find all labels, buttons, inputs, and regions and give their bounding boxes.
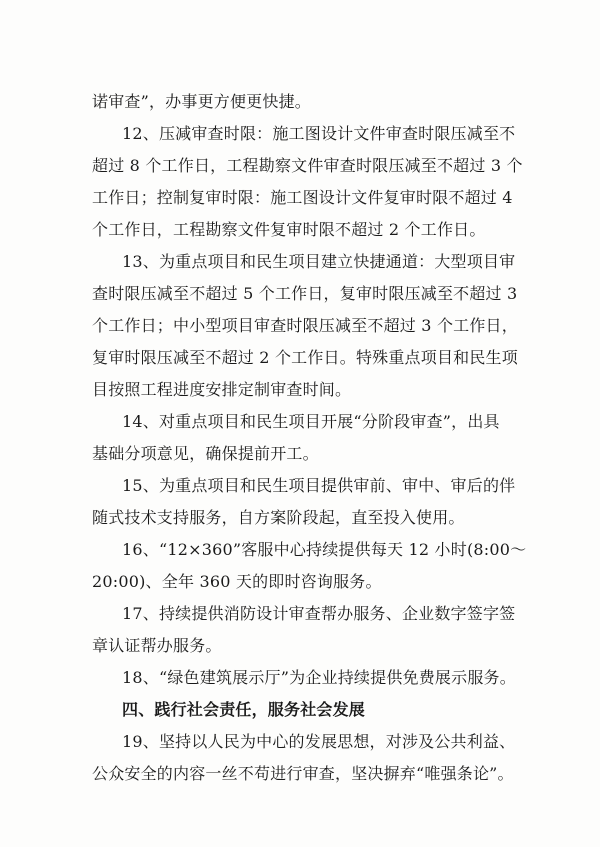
- text-line: 诺审查”，办事更方便更快捷。: [92, 92, 311, 111]
- text-line: 个工作日；中小型项目审查时限压减至不超过 3 个工作日，: [92, 316, 518, 335]
- section-heading: 四、践行社会责任，服务社会发展: [122, 700, 366, 719]
- text-line: 目按照工程进度安排定制审查时间。: [92, 380, 352, 399]
- text-line: 基础分项意见，确保提前开工。: [92, 444, 319, 463]
- text-line: 16、“12×360”客服中心持续提供每天 12 小时(8:00～: [122, 540, 527, 559]
- text-line: 公众安全的内容一丝不苟进行审查，坚决摒弃“唯强条论”。: [92, 764, 514, 783]
- text-line: 19、坚持以人民为中心的发展思想，对涉及公共利益、: [122, 732, 516, 751]
- text-line: 20:00)、全年 360 天的即时咨询服务。: [92, 572, 382, 591]
- text-line: 14、对重点项目和民生项目开展“分阶段审查”，出具: [122, 412, 500, 431]
- text-line: 13、为重点项目和民生项目建立快捷通道：大型项目审: [122, 252, 516, 271]
- text-line: 12、压减审查时限：施工图设计文件审查时限压减至不: [122, 124, 516, 143]
- text-line: 17、持续提供消防设计审查帮办服务、企业数字签字签: [122, 604, 516, 623]
- text-line: 个工作日，工程勘察文件复审时限不超过 2 个工作日。: [92, 220, 486, 239]
- text-line: 查时限压减至不超过 5 个工作日，复审时限压减至不超过 3: [92, 284, 518, 303]
- text-line: 超过 8 个工作日，工程勘察文件审查时限压减至不超过 3 个: [92, 156, 523, 175]
- text-line: 18、“绿色建筑展示厅”为企业持续提供免费展示服务。: [122, 668, 516, 687]
- text-line: 工作日；控制复审时限：施工图设计文件复审时限不超过 4: [92, 188, 513, 207]
- text-line: 15、为重点项目和民生项目提供审前、审中、审后的伴: [122, 476, 516, 495]
- text-line: 随式技术支持服务，自方案阶段起，直至投入使用。: [92, 508, 465, 527]
- text-line: 复审时限压减至不超过 2 个工作日。特殊重点项目和民生项: [92, 348, 518, 367]
- document-body: [92, 86, 530, 790]
- text-line: 章认证帮办服务。: [92, 636, 222, 655]
